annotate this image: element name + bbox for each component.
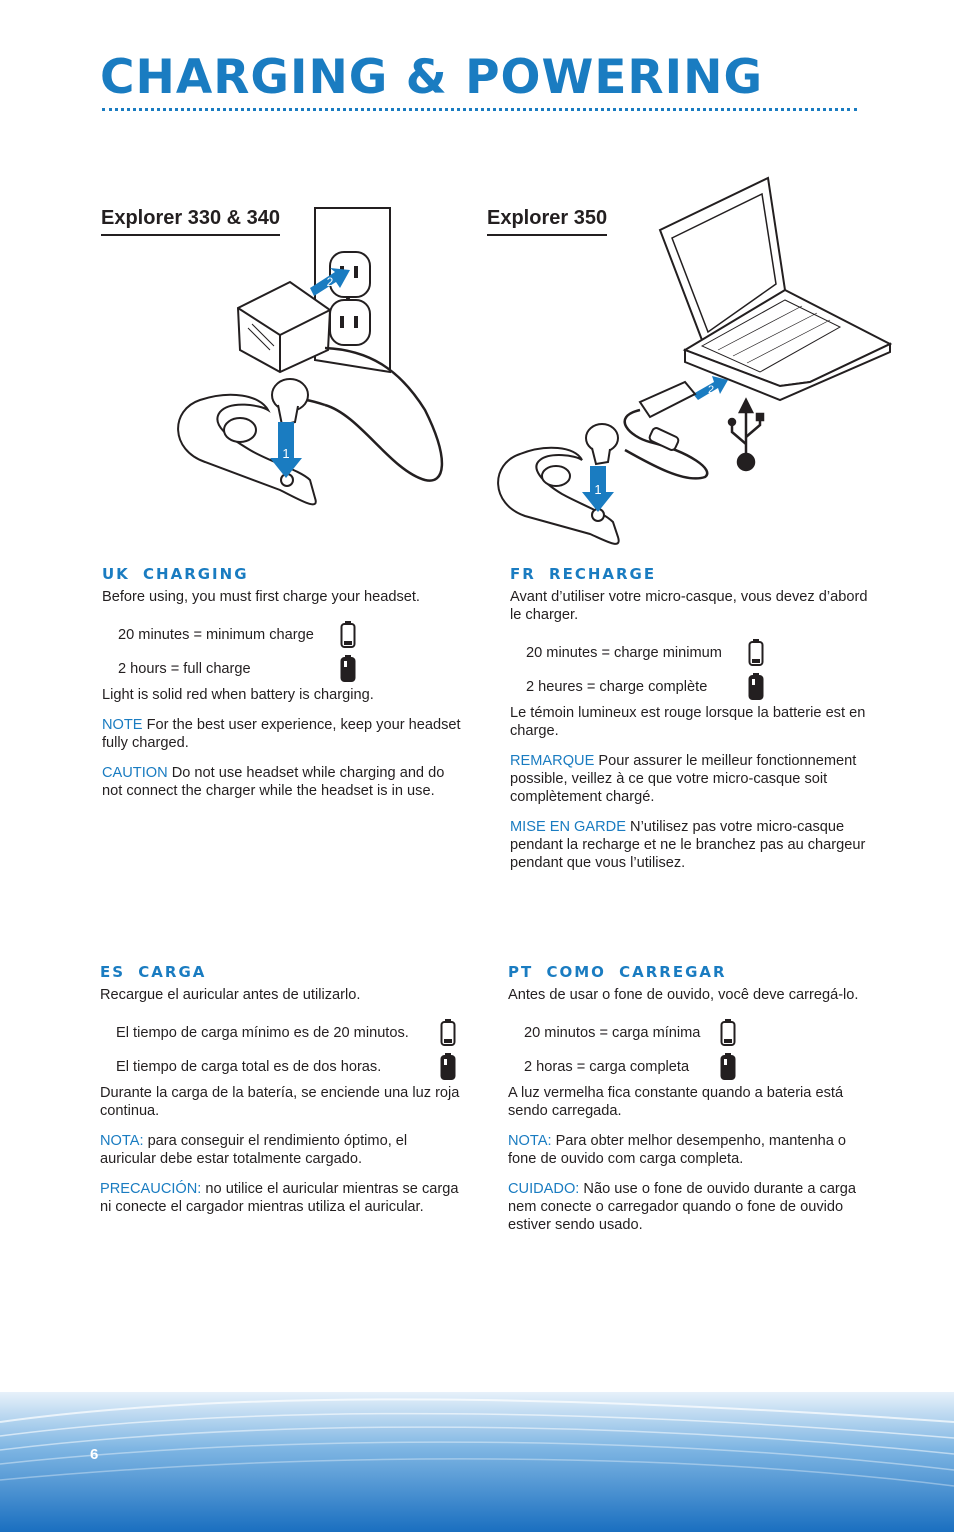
note-text: Pour assurer le meilleur fonctionnement possible, veillez à ce que votre micro-casque soit complètement chargé. — [510, 753, 857, 805]
battery-partial-icon — [748, 639, 764, 667]
battery-partial-icon — [720, 1019, 736, 1047]
section-heading-pt: PT COMO CARREGAR — [508, 963, 727, 981]
note-paragraph — [100, 1132, 460, 1168]
light-text: A luz vermelha fica constante quando a bateria está sendo carregada. — [508, 1085, 844, 1119]
section-heading-fr: FR RECHARGE — [510, 565, 657, 583]
footer-wave-band — [0, 1392, 954, 1532]
title-divider — [102, 108, 857, 111]
intro-text: Recargue el auricular antes de utilizarlo. — [100, 987, 361, 1003]
step-2-label-usb: 2 — [707, 384, 715, 396]
caution-paragraph — [510, 818, 870, 872]
min-charge-text: El tiempo de carga mínimo es de 20 minutos. — [116, 1025, 409, 1041]
caution-label: PRECAUCIÓN: — [100, 1181, 202, 1197]
min-charge-text: 20 minutes = charge minimum — [526, 645, 722, 661]
caution-paragraph — [508, 1180, 868, 1234]
section-uk-charging — [102, 565, 462, 812]
step-1-label: 1 — [282, 446, 290, 461]
min-charge-row — [508, 1016, 868, 1050]
step-2-label: 2 — [326, 275, 334, 289]
battery-full-icon — [748, 673, 764, 701]
battery-full-icon — [440, 1053, 456, 1081]
caution-label: CUIDADO: — [508, 1181, 580, 1197]
intro-text: Avant d’utiliser votre micro-casque, vous devez d’abord le charger. — [510, 589, 868, 623]
note-label: NOTA: — [100, 1133, 144, 1149]
min-charge-row — [510, 636, 870, 670]
min-charge-row — [100, 1016, 460, 1050]
wall-charger-illustration — [160, 200, 460, 520]
caution-text: Do not use headset while charging and do not connect the charger while the headset is in use. — [102, 765, 445, 799]
step-1-label-usb: 1 — [594, 482, 602, 497]
battery-partial-icon — [340, 621, 356, 649]
model-label-explorer-330-340: Explorer 330 & 340 — [101, 207, 280, 236]
usb-symbol-icon — [729, 400, 763, 470]
note-text: Para obter melhor desempenho, mantenha o fone de ouvido com carga completa. — [508, 1133, 847, 1167]
battery-partial-icon — [440, 1019, 456, 1047]
section-fr-recharge — [510, 565, 870, 884]
section-pt-como-carregar — [508, 963, 868, 1246]
full-charge-row — [510, 670, 870, 704]
section-es-carga — [100, 963, 460, 1228]
light-text: Le témoin lumineux est rouge lorsque la batterie est en charge. — [510, 705, 866, 739]
caution-label: CAUTION — [102, 765, 168, 781]
min-charge-text: 20 minutes = minimum charge — [118, 627, 314, 643]
section-heading-es: ES CARGA — [100, 963, 207, 981]
page-title: CHARGING & POWERING — [100, 50, 764, 105]
caution-label: MISE EN GARDE — [510, 819, 626, 835]
model-label-explorer-350: Explorer 350 — [487, 207, 607, 236]
intro-text: Before using, you must first charge your headset. — [102, 589, 420, 605]
full-charge-text: 2 hours = full charge — [118, 661, 251, 677]
full-charge-text: El tiempo de carga total es de dos horas. — [116, 1059, 382, 1075]
full-charge-row — [102, 652, 462, 686]
section-heading-uk: UK CHARGING — [102, 565, 249, 583]
note-paragraph — [508, 1132, 868, 1168]
note-text: For the best user experience, keep your headset fully charged. — [102, 717, 461, 751]
note-label: NOTE — [102, 717, 143, 733]
note-paragraph — [510, 752, 870, 806]
note-text: para conseguir el rendimiento óptimo, el auricular debe estar totalmente cargado. — [100, 1133, 408, 1167]
min-charge-row — [102, 618, 462, 652]
note-paragraph — [102, 716, 462, 752]
min-charge-text: 20 minutos = carga mínima — [524, 1025, 701, 1041]
battery-full-icon — [720, 1053, 736, 1081]
full-charge-row — [508, 1050, 868, 1084]
caution-text: N’utilisez pas votre micro-casque pendant la recharge et ne le branchez pas au chargeur pendant que vous l’utilisez. — [510, 819, 866, 871]
caution-text: Não use o fone de ouvido durante a carga nem conecte o carregador quando o fone de ouvido estiver sendo usado. — [508, 1181, 857, 1233]
intro-text: Antes de usar o fone de ouvido, você deve carregá-lo. — [508, 987, 859, 1003]
full-charge-row — [100, 1050, 460, 1084]
full-charge-text: 2 horas = carga completa — [524, 1059, 690, 1075]
light-text: Light is solid red when battery is charging. — [102, 687, 374, 703]
note-label: NOTA: — [508, 1133, 552, 1149]
caution-paragraph — [100, 1180, 460, 1216]
caution-text: no utilice el auricular mientras se carga ni conecte el cargador mientras utiliza el auricular. — [100, 1181, 459, 1215]
page-number: 6 — [90, 1446, 99, 1463]
caution-paragraph — [102, 764, 462, 800]
battery-full-icon — [340, 655, 356, 683]
laptop-usb-charging-illustration — [490, 172, 900, 552]
note-label: REMARQUE — [510, 753, 595, 769]
full-charge-text: 2 heures = charge complète — [526, 679, 708, 695]
light-text: Durante la carga de la batería, se enciende una luz roja continua. — [100, 1085, 460, 1119]
